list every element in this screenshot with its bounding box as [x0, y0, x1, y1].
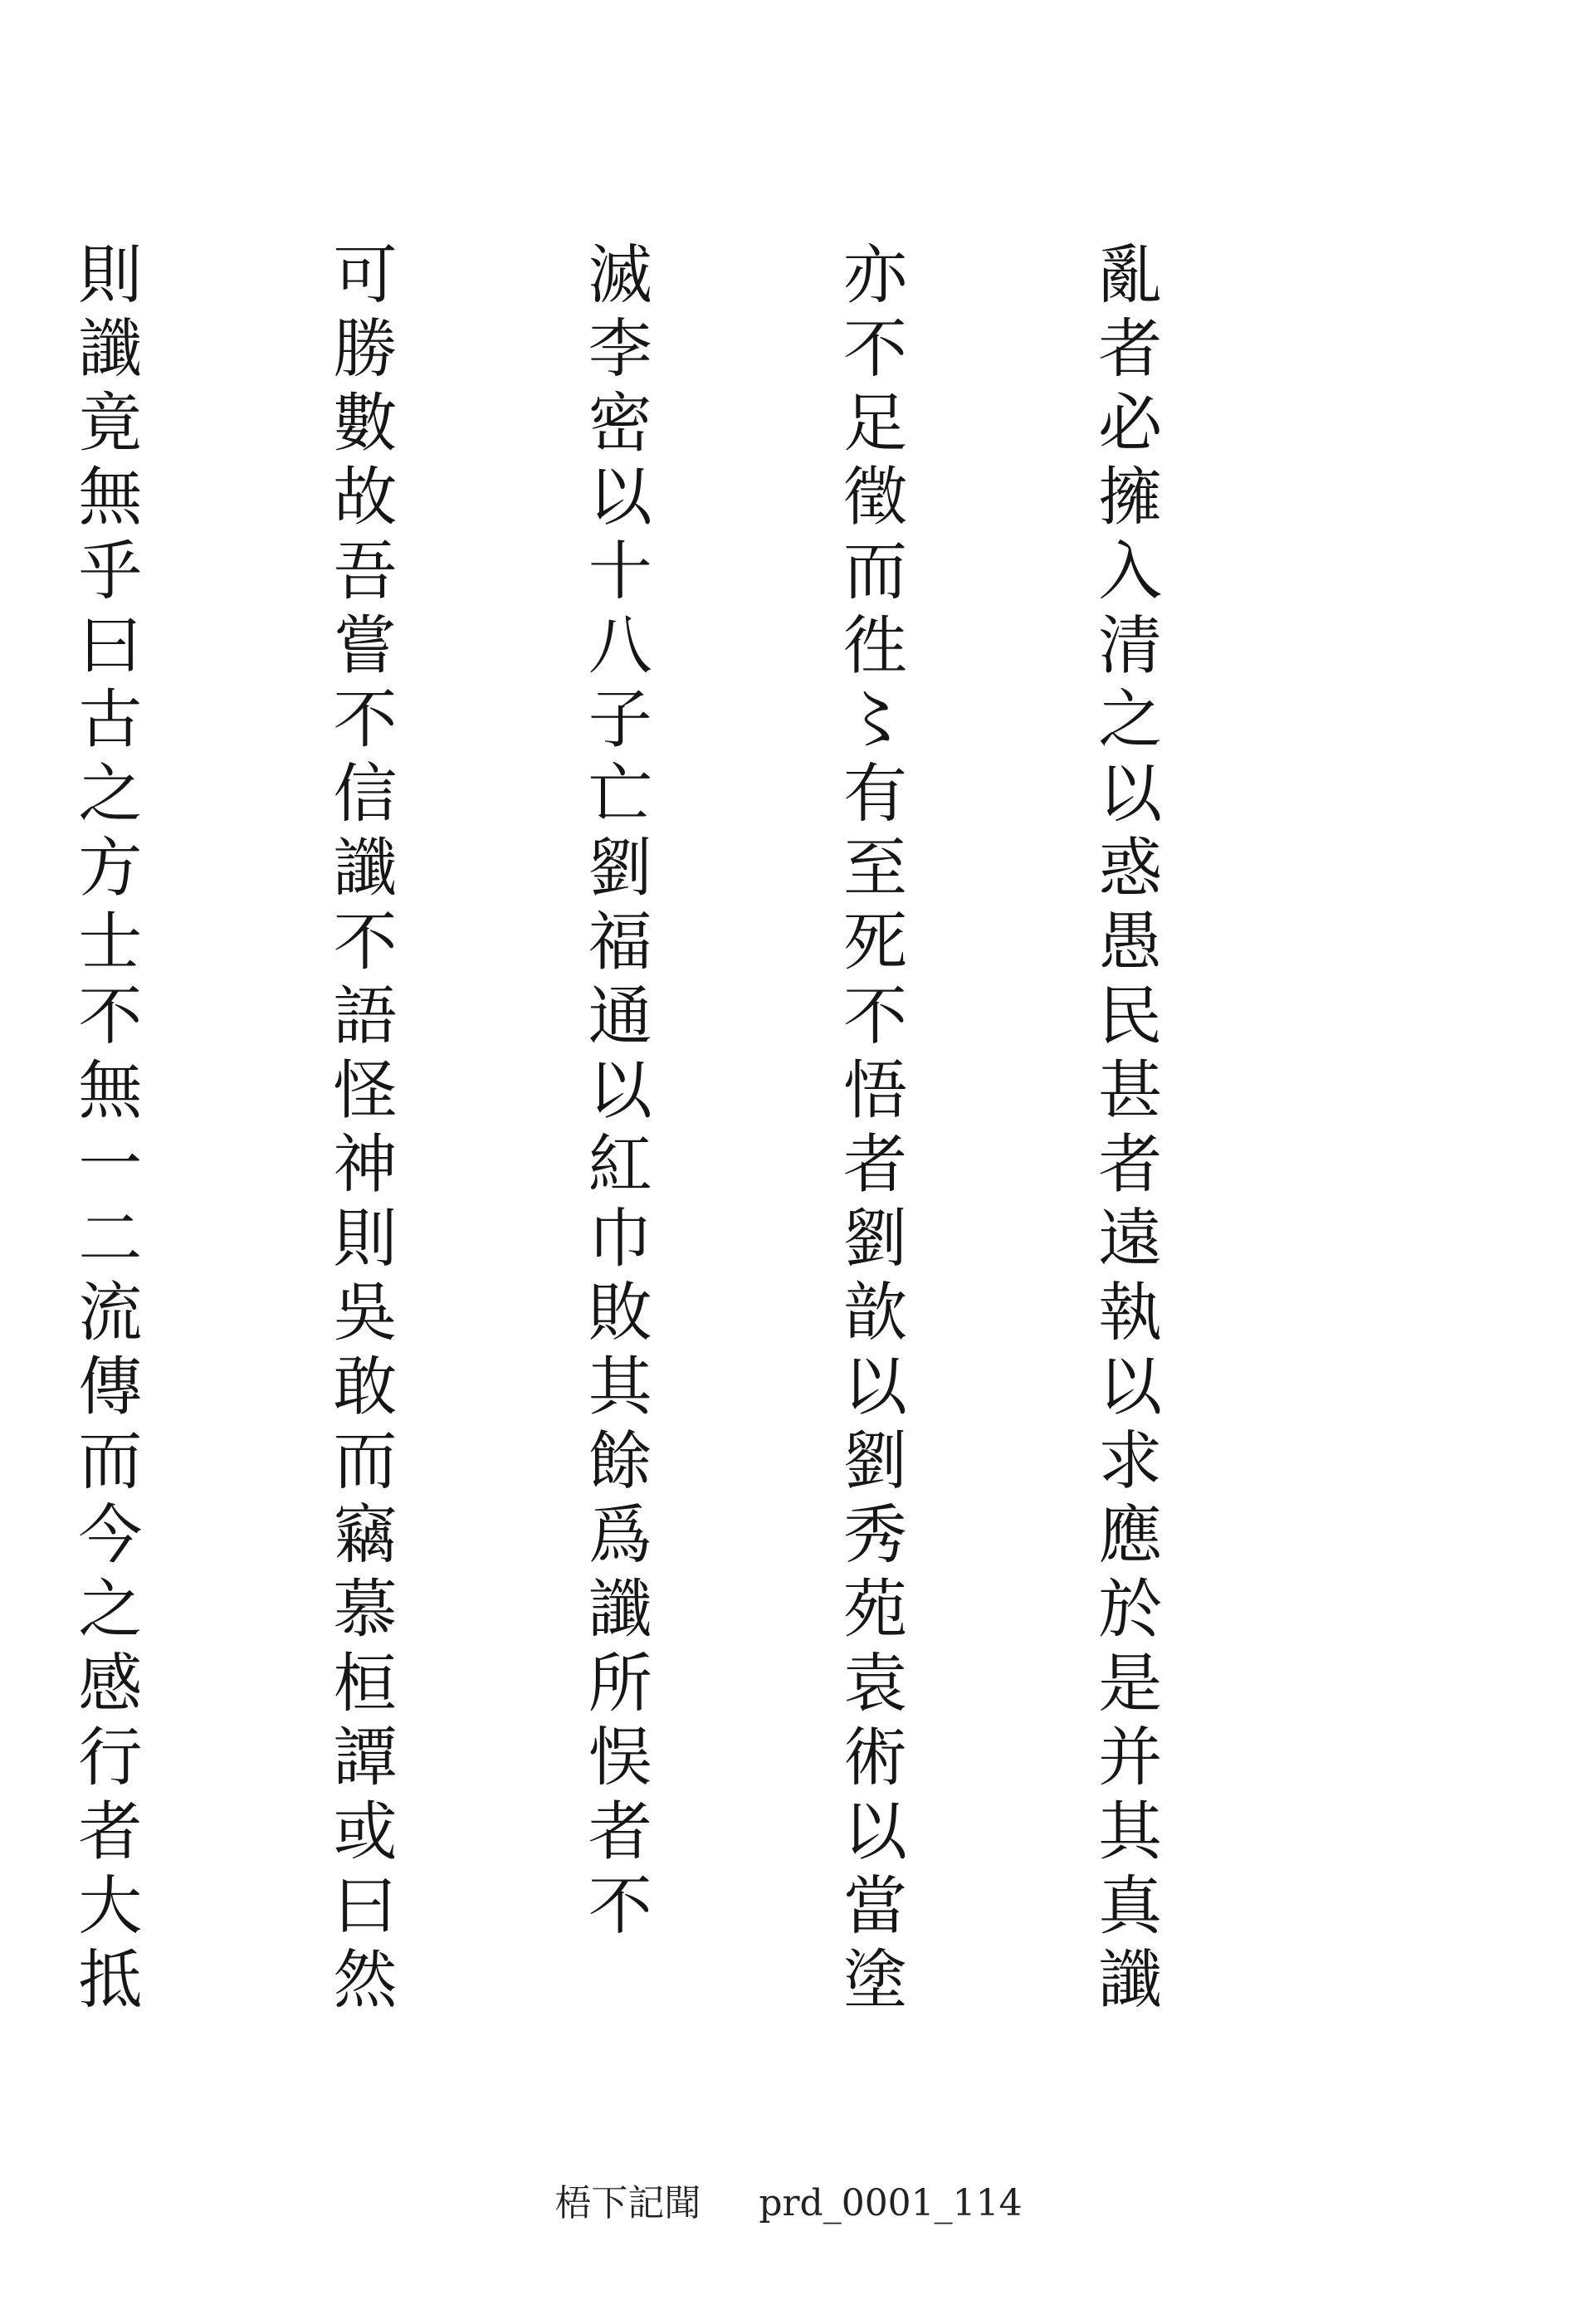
- text-column-1: 亂者必擁入清之以惑愚民甚者遠執以求應於是并其真讖: [1087, 241, 1162, 2020]
- text-column-2: 亦不足徵而徃〻有至死不悟者劉歆以劉秀苑袁術以當塗: [832, 241, 906, 2020]
- text-column-4: 可勝數故吾嘗不信讖不語怪神則吳敢而竊慕桓譚或曰然: [322, 241, 397, 2020]
- page-footer: [0, 2173, 1577, 2226]
- page-identifier: prd_0001_114: [759, 2182, 1023, 2224]
- text-column-5: 則讖竟無乎曰古之方士不無一二流傳而今之感行者大抵: [67, 241, 142, 2020]
- text-column-3: 滅李密以十八子亡劉福通以紅巾敗其餘爲讖所悮者不: [577, 241, 652, 1946]
- book-title: 梧下記聞: [554, 2182, 701, 2224]
- manuscript-text-block: [0, 241, 1336, 2020]
